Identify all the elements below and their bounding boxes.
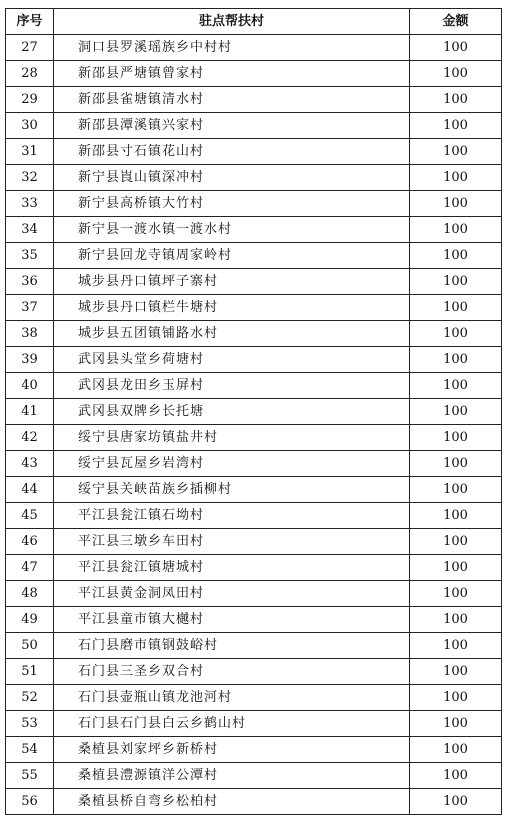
row-village-name: 平江县瓮江镇石坳村 — [54, 503, 410, 529]
table-row — [6, 737, 502, 763]
row-village-name: 新宁县回龙寺镇周家岭村 — [54, 243, 410, 269]
row-village-name: 新宁县高桥镇大竹村 — [54, 191, 410, 217]
table-row — [6, 269, 502, 295]
row-amount: 100 — [410, 321, 502, 347]
row-village-name: 新邵县寸石镇花山村 — [54, 139, 410, 165]
row-serial-number: 30 — [6, 113, 54, 139]
row-village-name: 石门县壶瓶山镇龙池河村 — [54, 685, 410, 711]
row-serial-number: 56 — [6, 789, 54, 815]
row-serial-number: 55 — [6, 763, 54, 789]
table-row — [6, 87, 502, 113]
table-row — [6, 425, 502, 451]
row-serial-number: 42 — [6, 425, 54, 451]
table-body — [6, 35, 502, 815]
row-amount: 100 — [410, 269, 502, 295]
row-amount: 100 — [410, 35, 502, 61]
village-funding-table — [5, 8, 502, 815]
row-serial-number: 28 — [6, 61, 54, 87]
table-row — [6, 347, 502, 373]
row-village-name: 绥宁县瓦屋乡岩湾村 — [54, 451, 410, 477]
table-row — [6, 243, 502, 269]
row-serial-number: 43 — [6, 451, 54, 477]
row-amount: 100 — [410, 737, 502, 763]
row-serial-number: 40 — [6, 373, 54, 399]
row-amount: 100 — [410, 503, 502, 529]
row-amount: 100 — [410, 243, 502, 269]
row-amount: 100 — [410, 347, 502, 373]
row-serial-number: 48 — [6, 581, 54, 607]
row-village-name: 新宁县一渡水镇一渡水村 — [54, 217, 410, 243]
row-amount: 100 — [410, 763, 502, 789]
row-amount: 100 — [410, 711, 502, 737]
row-village-name: 武冈县龙田乡玉屏村 — [54, 373, 410, 399]
header-amount: 金额 — [410, 9, 502, 35]
row-village-name: 石门县三圣乡双合村 — [54, 659, 410, 685]
row-amount: 100 — [410, 191, 502, 217]
row-serial-number: 34 — [6, 217, 54, 243]
row-amount: 100 — [410, 295, 502, 321]
row-amount: 100 — [410, 789, 502, 815]
table-row — [6, 451, 502, 477]
table-row — [6, 633, 502, 659]
table-row — [6, 659, 502, 685]
row-village-name: 石门县石门县白云乡鹤山村 — [54, 711, 410, 737]
table-row — [6, 113, 502, 139]
table-row — [6, 165, 502, 191]
table-row — [6, 217, 502, 243]
row-amount: 100 — [410, 61, 502, 87]
table-row — [6, 477, 502, 503]
header-village: 驻点帮扶村 — [54, 9, 410, 35]
row-amount: 100 — [410, 477, 502, 503]
row-amount: 100 — [410, 87, 502, 113]
row-amount: 100 — [410, 555, 502, 581]
row-serial-number: 31 — [6, 139, 54, 165]
row-village-name: 新邵县潭溪镇兴家村 — [54, 113, 410, 139]
row-serial-number: 47 — [6, 555, 54, 581]
row-serial-number: 44 — [6, 477, 54, 503]
row-village-name: 平江县童市镇大樾村 — [54, 607, 410, 633]
row-village-name: 新邵县雀塘镇清水村 — [54, 87, 410, 113]
row-amount: 100 — [410, 685, 502, 711]
row-village-name: 新宁县崀山镇深冲村 — [54, 165, 410, 191]
table-row — [6, 399, 502, 425]
table-row — [6, 763, 502, 789]
row-amount: 100 — [410, 425, 502, 451]
row-village-name: 城步县五团镇铺路水村 — [54, 321, 410, 347]
table-row — [6, 581, 502, 607]
table-row — [6, 555, 502, 581]
table-row — [6, 139, 502, 165]
row-serial-number: 51 — [6, 659, 54, 685]
row-serial-number: 45 — [6, 503, 54, 529]
row-serial-number: 53 — [6, 711, 54, 737]
row-serial-number: 52 — [6, 685, 54, 711]
row-serial-number: 39 — [6, 347, 54, 373]
table-header-row — [6, 9, 502, 35]
row-amount: 100 — [410, 217, 502, 243]
row-serial-number: 50 — [6, 633, 54, 659]
table-row — [6, 191, 502, 217]
table-row — [6, 503, 502, 529]
row-serial-number: 37 — [6, 295, 54, 321]
row-village-name: 绥宁县关峡苗族乡插柳村 — [54, 477, 410, 503]
table-row — [6, 35, 502, 61]
row-amount: 100 — [410, 451, 502, 477]
table-row — [6, 789, 502, 815]
row-serial-number: 54 — [6, 737, 54, 763]
row-village-name: 武冈县双牌乡长托塘 — [54, 399, 410, 425]
row-amount: 100 — [410, 373, 502, 399]
table-row — [6, 529, 502, 555]
row-amount: 100 — [410, 633, 502, 659]
header-serial-number: 序号 — [6, 9, 54, 35]
row-village-name: 桑植县刘家坪乡新桥村 — [54, 737, 410, 763]
row-village-name: 城步县丹口镇栏牛塘村 — [54, 295, 410, 321]
row-village-name: 新邵县严塘镇曾家村 — [54, 61, 410, 87]
row-serial-number: 38 — [6, 321, 54, 347]
table-row — [6, 373, 502, 399]
row-village-name: 平江县三墩乡车田村 — [54, 529, 410, 555]
row-amount: 100 — [410, 581, 502, 607]
table-row — [6, 711, 502, 737]
row-serial-number: 32 — [6, 165, 54, 191]
row-serial-number: 29 — [6, 87, 54, 113]
table-row — [6, 61, 502, 87]
row-village-name: 桑植县澧源镇洋公潭村 — [54, 763, 410, 789]
row-serial-number: 49 — [6, 607, 54, 633]
row-amount: 100 — [410, 139, 502, 165]
table-row — [6, 685, 502, 711]
row-serial-number: 36 — [6, 269, 54, 295]
row-village-name: 洞口县罗溪瑶族乡中村村 — [54, 35, 410, 61]
row-village-name: 平江县瓮江镇塘城村 — [54, 555, 410, 581]
table-row — [6, 321, 502, 347]
row-amount: 100 — [410, 113, 502, 139]
row-amount: 100 — [410, 165, 502, 191]
row-amount: 100 — [410, 399, 502, 425]
row-village-name: 平江县黄金洞凤田村 — [54, 581, 410, 607]
row-village-name: 绥宁县唐家坊镇盐井村 — [54, 425, 410, 451]
row-village-name: 城步县丹口镇坪子寨村 — [54, 269, 410, 295]
table-row — [6, 295, 502, 321]
row-serial-number: 33 — [6, 191, 54, 217]
row-village-name: 桑植县桥自弯乡松柏村 — [54, 789, 410, 815]
row-amount: 100 — [410, 659, 502, 685]
row-serial-number: 41 — [6, 399, 54, 425]
table-row — [6, 607, 502, 633]
row-serial-number: 27 — [6, 35, 54, 61]
row-amount: 100 — [410, 529, 502, 555]
row-amount: 100 — [410, 607, 502, 633]
row-serial-number: 35 — [6, 243, 54, 269]
row-serial-number: 46 — [6, 529, 54, 555]
row-village-name: 石门县磨市镇钢鼓峪村 — [54, 633, 410, 659]
row-village-name: 武冈县头堂乡荷塘村 — [54, 347, 410, 373]
